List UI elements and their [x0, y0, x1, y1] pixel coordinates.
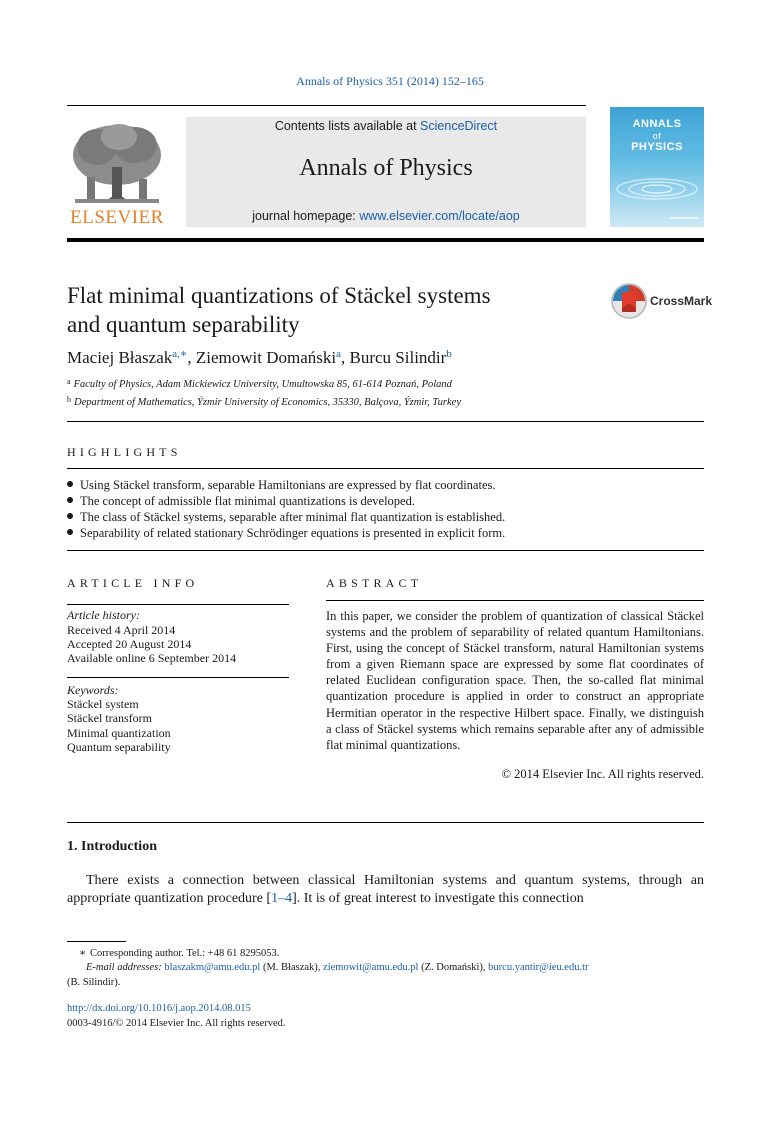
author-list — [67, 347, 452, 368]
corresponding-author-note — [67, 947, 279, 959]
abstract-copyright: © 2014 Elsevier Inc. All rights reserved. — [501, 767, 704, 781]
cover-title — [610, 118, 704, 154]
highlight-item — [67, 494, 415, 509]
history-item: Accepted 20 August 2014 — [67, 637, 192, 651]
paper-title-line1: Flat minimal quantizations of Stäckel systems — [67, 283, 491, 308]
introduction-paragraph — [67, 872, 704, 908]
email-link[interactable]: blaszakm@amu.edu.pl — [164, 962, 261, 973]
affiliation-mark: a — [67, 377, 71, 386]
cover-title-of: of — [652, 131, 662, 141]
author-affil-mark[interactable]: b — [446, 348, 452, 360]
elsevier-wordmark: ELSEVIER — [70, 207, 164, 228]
section-heading-introduction: 1. Introduction — [67, 839, 157, 854]
author-separator: , — [341, 348, 350, 367]
history-item: Available online 6 September 2014 — [67, 651, 237, 665]
author-affil-mark[interactable]: a — [336, 348, 341, 360]
affiliation-mark: b — [67, 395, 71, 404]
history-item: Received 4 April 2014 — [67, 623, 176, 637]
keyword-item: Stäckel transform — [67, 711, 152, 725]
author-name: Burcu Silindir — [349, 348, 447, 367]
highlight-item — [67, 510, 505, 525]
keyword-item: Stäckel system — [67, 697, 139, 711]
footnote-rule — [67, 941, 126, 942]
bullet-icon — [67, 513, 73, 519]
intro-text: There exists a connection between classical Hamiltonian systems and quantum systems, through an appropriate quantization procedure — [67, 873, 704, 906]
author-name: Ziemowit Domański — [195, 348, 337, 367]
journal-cover — [610, 107, 704, 227]
article-info-heading: ARTICLE INFO — [67, 576, 199, 590]
email-note — [86, 962, 589, 973]
homepage-prefix: journal homepage: — [252, 209, 360, 223]
author-affil-mark[interactable]: a,∗ — [172, 348, 188, 360]
journal-citation[interactable]: Annals of Physics 351 (2014) 152–165 — [296, 74, 484, 88]
highlight-text: Separability of related stationary Schrödinger equations is presented in explicit form. — [80, 526, 506, 540]
cover-title-top: ANNALS — [632, 118, 682, 130]
keyword-item: Minimal quantization — [67, 726, 171, 740]
homepage-line — [186, 209, 586, 223]
issn-copyright: 0003-4916/© 2014 Elsevier Inc. All rights reserved. — [67, 1018, 286, 1029]
cover-title-bottom: PHYSICS — [631, 141, 683, 153]
corresponding-text: Corresponding author. Tel.: +48 61 8295053. — [90, 948, 280, 959]
keywords-label: Keywords: — [67, 683, 119, 697]
email-link[interactable]: ziemowit@amu.edu.pl — [323, 962, 419, 973]
author-separator: , — [187, 348, 196, 367]
ref-bracket: [ — [266, 891, 272, 906]
journal-title: Annals of Physics — [299, 155, 473, 181]
affiliation-text: Department of Mathematics, Ýzmir University of Economics, 35330, Balçova, Ýzmir, Turkey — [74, 397, 462, 408]
email-owner: (Z. Domański), — [418, 962, 489, 973]
doi-link[interactable]: http://dx.doi.org/10.1016/j.aop.2014.08.015 — [67, 1003, 251, 1014]
highlight-item — [67, 526, 505, 541]
highlights-top-rule — [67, 421, 704, 422]
abstract-body: In this paper, we consider the problem of quantization of classical Stäckel systems and the problem of separability of related quantum Hamiltonians. First, using the concept of Stäckel transform, natural Hamiltonian systems from a given Riemann space are expressed by some flat coordinates of related Euclidean configuration space. Then, the so-called flat minimal quantization procedure is applied in order to construct an appropriate Hermitian operator in the respective Hilbert space. Finally, we distinguish a class of Stäckel systems which remains separable after any of admissible flat minimal quantizations. — [326, 609, 704, 752]
keyword-item: Quantum separability — [67, 740, 171, 754]
bullet-icon — [67, 497, 73, 503]
paper-title — [67, 281, 587, 339]
highlights-bottom-rule — [67, 550, 704, 551]
highlights-heading: HIGHLIGHTS — [67, 445, 182, 459]
abstract-heading: ABSTRACT — [326, 576, 423, 590]
email-note-continued: (B. Silindir). — [67, 977, 121, 988]
abstract-rule — [326, 600, 704, 601]
keywords-rule — [67, 677, 289, 678]
header-rule — [67, 105, 586, 106]
history-label: Article history: — [67, 608, 140, 622]
paper-title-line2: and quantum separability — [67, 312, 300, 337]
crossmark-label[interactable]: CrossMark — [650, 294, 713, 308]
citation-link[interactable]: 1–4 — [271, 891, 293, 906]
contents-line — [186, 119, 586, 133]
highlight-text: Using Stäckel transform, separable Hamiltonians are expressed by flat coordinates. — [80, 478, 496, 492]
article-info-rule — [67, 604, 289, 605]
front-matter-rule — [67, 822, 704, 823]
bullet-icon — [67, 481, 73, 487]
email-label: E-mail addresses: — [86, 962, 162, 973]
highlight-item — [67, 478, 496, 493]
bullet-icon — [67, 529, 73, 535]
affiliation — [67, 395, 461, 408]
email-link[interactable]: burcu.yantir@ieu.edu.tr — [488, 962, 589, 973]
highlights-head-rule — [67, 468, 704, 469]
affiliation — [67, 377, 452, 390]
highlight-text: The concept of admissible flat minimal quantizations is developed. — [80, 494, 415, 508]
author-name: Maciej Błaszak — [67, 348, 173, 367]
footnote-star: ∗ — [78, 948, 86, 959]
masthead-rule — [67, 238, 704, 242]
crossmark-icon — [610, 282, 648, 320]
ref-bracket: ] — [292, 891, 297, 906]
contents-prefix: Contents lists available at — [274, 119, 421, 133]
intro-text: . It is of great interest to investigate this connection — [296, 891, 584, 906]
email-owner: (M. Błaszak), — [260, 962, 324, 973]
cover-ripple-icon — [610, 157, 704, 227]
affiliation-text: Faculty of Physics, Adam Mickiewicz University, Umultowska 85, 61-614 Poznań, Poland — [73, 379, 452, 390]
homepage-link[interactable]: www.elsevier.com/locate/aop — [359, 209, 520, 223]
sciencedirect-link[interactable]: ScienceDirect — [420, 119, 498, 133]
highlight-text: The class of Stäckel systems, separable after minimal flat quantization is established. — [80, 510, 506, 524]
